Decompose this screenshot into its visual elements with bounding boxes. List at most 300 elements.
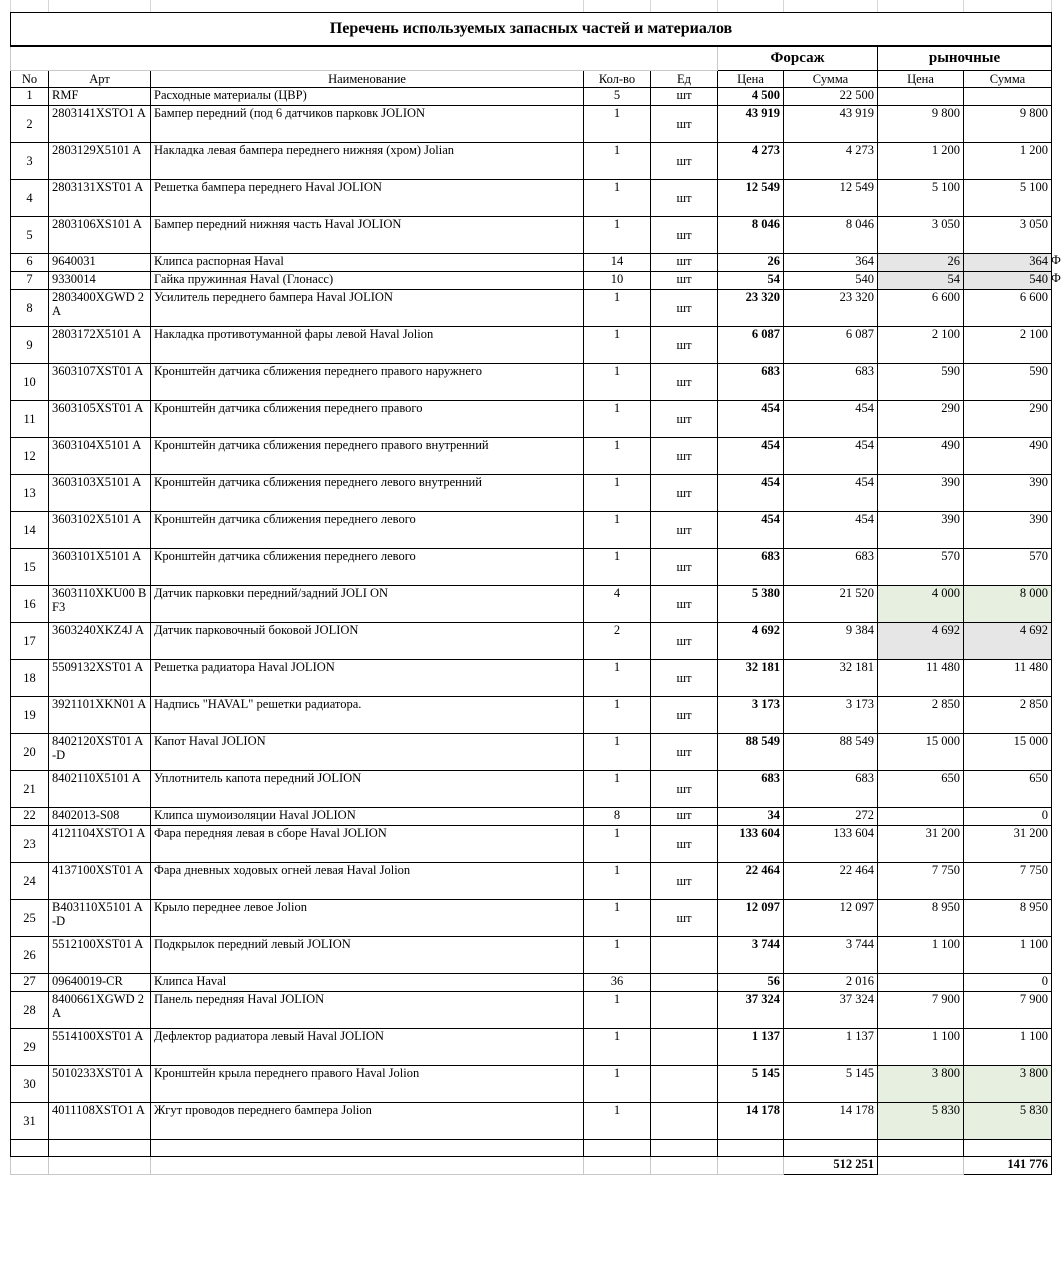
row-unit: шт bbox=[651, 88, 718, 106]
row-qty: 1 bbox=[584, 512, 651, 549]
row-market-sum: 1 100 bbox=[964, 937, 1052, 974]
row-unit: шт bbox=[651, 660, 718, 697]
table-row bbox=[11, 863, 1052, 900]
table-row bbox=[11, 623, 1052, 660]
row-market-sum: 590 bbox=[964, 364, 1052, 401]
row-forsazh-price: 32 181 bbox=[718, 660, 784, 697]
row-number: 13 bbox=[11, 475, 49, 512]
row-unit: шт bbox=[651, 586, 718, 623]
row-forsazh-price: 14 178 bbox=[718, 1103, 784, 1140]
row-forsazh-sum: 540 bbox=[784, 272, 878, 290]
row-art: 8402110X5101 A bbox=[49, 771, 151, 808]
row-market-sum: 490 bbox=[964, 438, 1052, 475]
row-market-sum: 2 100 bbox=[964, 327, 1052, 364]
row-qty: 1 bbox=[584, 180, 651, 217]
row-forsazh-sum: 454 bbox=[784, 512, 878, 549]
empty-cell bbox=[784, 1140, 878, 1157]
row-name: Уплотнитель капота передний JOLION bbox=[151, 771, 584, 808]
total-forsazh-sum: 512 251 bbox=[784, 1157, 878, 1175]
row-forsazh-price: 683 bbox=[718, 771, 784, 808]
row-number: 18 bbox=[11, 660, 49, 697]
row-market-price: 54 bbox=[878, 272, 964, 290]
row-art: 9330014 bbox=[49, 272, 151, 290]
row-art: 3603103X5101 A bbox=[49, 475, 151, 512]
row-market-sum: 9 800 bbox=[964, 106, 1052, 143]
row-market-price: 5 100 bbox=[878, 180, 964, 217]
row-unit: шт bbox=[651, 106, 718, 143]
row-market-price: 2 100 bbox=[878, 327, 964, 364]
row-name: Капот Haval JOLION bbox=[151, 734, 584, 771]
row-market-price: 7 900 bbox=[878, 992, 964, 1029]
row-market-price: 7 750 bbox=[878, 863, 964, 900]
row-name: Крыло переднее левое Jolion bbox=[151, 900, 584, 937]
row-number: 5 bbox=[11, 217, 49, 254]
row-market-sum bbox=[964, 88, 1052, 106]
row-market-sum: 7 900 bbox=[964, 992, 1052, 1029]
row-market-price bbox=[878, 808, 964, 826]
row-market-price: 1 200 bbox=[878, 143, 964, 180]
row-name: Кронштейн датчика сближения переднего правого bbox=[151, 401, 584, 438]
row-forsazh-sum: 21 520 bbox=[784, 586, 878, 623]
header-market-price: Цена bbox=[878, 71, 964, 88]
row-name: Накладка противотуманной фары левой Haval Jolion bbox=[151, 327, 584, 364]
header-no: No bbox=[11, 71, 49, 88]
row-market-sum: 5 100 bbox=[964, 180, 1052, 217]
row-market-price bbox=[878, 88, 964, 106]
row-market-price: 4 692 bbox=[878, 623, 964, 660]
row-market-sum: 1 200 bbox=[964, 143, 1052, 180]
row-market-sum: 11 480 bbox=[964, 660, 1052, 697]
row-forsazh-price: 8 046 bbox=[718, 217, 784, 254]
row-qty: 1 bbox=[584, 106, 651, 143]
row-unit: шт bbox=[651, 401, 718, 438]
table-row bbox=[11, 512, 1052, 549]
row-unit bbox=[651, 1103, 718, 1140]
empty-row bbox=[11, 1140, 1052, 1157]
row-unit: шт bbox=[651, 290, 718, 327]
header-qty: Кол-во bbox=[584, 71, 651, 88]
row-name: Кронштейн датчика сближения переднего правого наружнего bbox=[151, 364, 584, 401]
row-art: B403110X5101 A-D bbox=[49, 900, 151, 937]
row-art: 3603105XST01 A bbox=[49, 401, 151, 438]
table-row bbox=[11, 974, 1052, 992]
table-row bbox=[11, 88, 1052, 106]
row-forsazh-price: 54 bbox=[718, 272, 784, 290]
row-name: Кронштейн датчика сближения переднего левого bbox=[151, 512, 584, 549]
header-forsazh-sum: Сумма bbox=[784, 71, 878, 88]
row-qty: 1 bbox=[584, 1066, 651, 1103]
row-number: 11 bbox=[11, 401, 49, 438]
row-forsazh-sum: 683 bbox=[784, 549, 878, 586]
row-qty: 1 bbox=[584, 1103, 651, 1140]
row-forsazh-sum: 4 273 bbox=[784, 143, 878, 180]
clipped-cell-text: Ф bbox=[1051, 271, 1061, 285]
totals-blank-cell bbox=[11, 1157, 49, 1175]
row-forsazh-price: 683 bbox=[718, 364, 784, 401]
row-market-sum: 4 692 bbox=[964, 623, 1052, 660]
totals-blank-cell bbox=[718, 1157, 784, 1175]
row-name: Бампер передний (под 6 датчиков парковк JOLION bbox=[151, 106, 584, 143]
row-name: Клипса шумоизоляции Haval JOLION bbox=[151, 808, 584, 826]
row-forsazh-sum: 683 bbox=[784, 771, 878, 808]
row-market-price: 26 bbox=[878, 254, 964, 272]
row-market-sum: 31 200 bbox=[964, 826, 1052, 863]
row-market-sum: 6 600 bbox=[964, 290, 1052, 327]
table-row bbox=[11, 327, 1052, 364]
row-unit bbox=[651, 992, 718, 1029]
row-market-price: 6 600 bbox=[878, 290, 964, 327]
row-forsazh-price: 454 bbox=[718, 512, 784, 549]
empty-cell bbox=[151, 1140, 584, 1157]
row-art: 3603101X5101 A bbox=[49, 549, 151, 586]
row-unit: шт bbox=[651, 180, 718, 217]
row-forsazh-sum: 43 919 bbox=[784, 106, 878, 143]
row-market-price: 290 bbox=[878, 401, 964, 438]
table-row bbox=[11, 900, 1052, 937]
table-row bbox=[11, 734, 1052, 771]
table-title: Перечень используемых запасных частей и материалов bbox=[11, 13, 1052, 46]
row-number: 9 bbox=[11, 327, 49, 364]
row-art: 2803131XST01 A bbox=[49, 180, 151, 217]
row-name: Кронштейн датчика сближения переднего правого внутренний bbox=[151, 438, 584, 475]
row-unit: шт bbox=[651, 217, 718, 254]
row-number: 29 bbox=[11, 1029, 49, 1066]
row-qty: 36 bbox=[584, 974, 651, 992]
row-qty: 1 bbox=[584, 217, 651, 254]
row-name: Гайка пружинная Haval (Глонасс) bbox=[151, 272, 584, 290]
row-art: 8400661XGWD 2A bbox=[49, 992, 151, 1029]
row-forsazh-sum: 1 137 bbox=[784, 1029, 878, 1066]
row-name: Усилитель переднего бампера Haval JOLION bbox=[151, 290, 584, 327]
row-forsazh-price: 6 087 bbox=[718, 327, 784, 364]
header-unit: Ед bbox=[651, 71, 718, 88]
row-forsazh-sum: 133 604 bbox=[784, 826, 878, 863]
row-unit: шт bbox=[651, 771, 718, 808]
row-forsazh-price: 683 bbox=[718, 549, 784, 586]
row-number: 30 bbox=[11, 1066, 49, 1103]
row-art: 8402120XST01 A-D bbox=[49, 734, 151, 771]
row-number: 25 bbox=[11, 900, 49, 937]
row-forsazh-sum: 272 bbox=[784, 808, 878, 826]
row-name: Надпись "HAVAL" решетки радиатора. bbox=[151, 697, 584, 734]
row-art: 5509132XST01 A bbox=[49, 660, 151, 697]
row-forsazh-price: 12 549 bbox=[718, 180, 784, 217]
row-name: Кронштейн датчика сближения переднего левого внутренний bbox=[151, 475, 584, 512]
row-name: Кронштейн датчика сближения переднего левого bbox=[151, 549, 584, 586]
table-row bbox=[11, 771, 1052, 808]
row-art: 4121104XSTO1 A bbox=[49, 826, 151, 863]
row-name: Решетка радиатора Haval JOLION bbox=[151, 660, 584, 697]
row-forsazh-sum: 12 549 bbox=[784, 180, 878, 217]
row-forsazh-sum: 2 016 bbox=[784, 974, 878, 992]
row-number: 14 bbox=[11, 512, 49, 549]
table-row bbox=[11, 143, 1052, 180]
row-number: 8 bbox=[11, 290, 49, 327]
row-market-price: 570 bbox=[878, 549, 964, 586]
row-number: 26 bbox=[11, 937, 49, 974]
row-art: 2803129X5101 A bbox=[49, 143, 151, 180]
row-qty: 1 bbox=[584, 401, 651, 438]
row-forsazh-sum: 683 bbox=[784, 364, 878, 401]
row-qty: 1 bbox=[584, 863, 651, 900]
row-qty: 1 bbox=[584, 826, 651, 863]
row-name: Панель передняя Haval JOLION bbox=[151, 992, 584, 1029]
row-forsazh-sum: 454 bbox=[784, 401, 878, 438]
totals-blank-cell bbox=[49, 1157, 151, 1175]
row-market-price bbox=[878, 974, 964, 992]
row-qty: 1 bbox=[584, 549, 651, 586]
row-unit: шт bbox=[651, 475, 718, 512]
row-market-sum: 0 bbox=[964, 808, 1052, 826]
row-art: 3603110XKU00 BF3 bbox=[49, 586, 151, 623]
row-market-sum: 3 050 bbox=[964, 217, 1052, 254]
table-row bbox=[11, 826, 1052, 863]
row-market-price: 5 830 bbox=[878, 1103, 964, 1140]
row-forsazh-sum: 22 500 bbox=[784, 88, 878, 106]
row-art: 3603107XST01 A bbox=[49, 364, 151, 401]
row-qty: 1 bbox=[584, 900, 651, 937]
row-qty: 1 bbox=[584, 697, 651, 734]
row-name: Клипса Haval bbox=[151, 974, 584, 992]
row-market-sum: 0 bbox=[964, 974, 1052, 992]
table-row bbox=[11, 401, 1052, 438]
row-number: 2 bbox=[11, 106, 49, 143]
row-art: 2803141XSTO1 A bbox=[49, 106, 151, 143]
row-forsazh-sum: 8 046 bbox=[784, 217, 878, 254]
row-forsazh-sum: 23 320 bbox=[784, 290, 878, 327]
row-name: Жгут проводов переднего бампера Jolion bbox=[151, 1103, 584, 1140]
row-forsazh-price: 133 604 bbox=[718, 826, 784, 863]
row-market-sum: 8 950 bbox=[964, 900, 1052, 937]
row-number: 15 bbox=[11, 549, 49, 586]
row-forsazh-sum: 5 145 bbox=[784, 1066, 878, 1103]
row-qty: 1 bbox=[584, 143, 651, 180]
row-unit: шт bbox=[651, 549, 718, 586]
top-gridlines bbox=[0, 0, 1063, 12]
row-forsazh-price: 5 380 bbox=[718, 586, 784, 623]
row-unit: шт bbox=[651, 143, 718, 180]
group-market: рыночные bbox=[878, 46, 1052, 71]
row-number: 27 bbox=[11, 974, 49, 992]
row-name: Кронштейн крыла переднего правого Haval Jolion bbox=[151, 1066, 584, 1103]
row-forsazh-sum: 3 173 bbox=[784, 697, 878, 734]
row-market-sum: 2 850 bbox=[964, 697, 1052, 734]
empty-cell bbox=[651, 1140, 718, 1157]
row-unit: шт bbox=[651, 697, 718, 734]
table-row bbox=[11, 180, 1052, 217]
row-market-price: 11 480 bbox=[878, 660, 964, 697]
row-unit bbox=[651, 1029, 718, 1066]
row-name: Дефлектор радиатора левый Haval JOLION bbox=[151, 1029, 584, 1066]
header-forsazh-price: Цена bbox=[718, 71, 784, 88]
empty-cell bbox=[964, 1140, 1052, 1157]
row-market-sum: 5 830 bbox=[964, 1103, 1052, 1140]
header-art: Арт bbox=[49, 71, 151, 88]
row-market-sum: 290 bbox=[964, 401, 1052, 438]
row-number: 16 bbox=[11, 586, 49, 623]
row-forsazh-price: 454 bbox=[718, 401, 784, 438]
row-forsazh-sum: 88 549 bbox=[784, 734, 878, 771]
row-unit: шт bbox=[651, 512, 718, 549]
row-forsazh-sum: 6 087 bbox=[784, 327, 878, 364]
row-qty: 1 bbox=[584, 937, 651, 974]
row-name: Расходные материалы (ЦВР) bbox=[151, 88, 584, 106]
row-art: 3921101XKN01 A bbox=[49, 697, 151, 734]
empty-cell bbox=[11, 1140, 49, 1157]
row-qty: 4 bbox=[584, 586, 651, 623]
row-unit: шт bbox=[651, 734, 718, 771]
row-qty: 10 bbox=[584, 272, 651, 290]
row-qty: 8 bbox=[584, 808, 651, 826]
row-forsazh-sum: 3 744 bbox=[784, 937, 878, 974]
table-row bbox=[11, 697, 1052, 734]
row-market-sum: 15 000 bbox=[964, 734, 1052, 771]
row-number: 28 bbox=[11, 992, 49, 1029]
row-art: 9640031 bbox=[49, 254, 151, 272]
row-qty: 1 bbox=[584, 734, 651, 771]
table-row bbox=[11, 660, 1052, 697]
row-qty: 1 bbox=[584, 364, 651, 401]
parts-table bbox=[10, 12, 1052, 1175]
table-row bbox=[11, 364, 1052, 401]
row-forsazh-sum: 14 178 bbox=[784, 1103, 878, 1140]
row-qty: 1 bbox=[584, 992, 651, 1029]
table-row bbox=[11, 438, 1052, 475]
table-row bbox=[11, 992, 1052, 1029]
empty-cell bbox=[718, 1140, 784, 1157]
empty-cell bbox=[878, 1140, 964, 1157]
row-number: 19 bbox=[11, 697, 49, 734]
row-unit: шт bbox=[651, 254, 718, 272]
row-market-sum: 540 bbox=[964, 272, 1052, 290]
row-unit: шт bbox=[651, 438, 718, 475]
row-qty: 5 bbox=[584, 88, 651, 106]
row-forsazh-price: 88 549 bbox=[718, 734, 784, 771]
row-market-sum: 650 bbox=[964, 771, 1052, 808]
row-qty: 1 bbox=[584, 1029, 651, 1066]
row-number: 7 bbox=[11, 272, 49, 290]
row-unit: шт bbox=[651, 900, 718, 937]
row-art: 4011108XSTO1 A bbox=[49, 1103, 151, 1140]
row-forsazh-price: 3 744 bbox=[718, 937, 784, 974]
row-forsazh-price: 12 097 bbox=[718, 900, 784, 937]
row-market-price: 15 000 bbox=[878, 734, 964, 771]
row-name: Подкрылок передний левый JOLION bbox=[151, 937, 584, 974]
total-market-sum: 141 776 bbox=[964, 1157, 1052, 1175]
row-number: 12 bbox=[11, 438, 49, 475]
row-art: 3603240XKZ4J A bbox=[49, 623, 151, 660]
row-number: 21 bbox=[11, 771, 49, 808]
row-qty: 14 bbox=[584, 254, 651, 272]
row-art: 3603104X5101 A bbox=[49, 438, 151, 475]
row-market-price: 1 100 bbox=[878, 1029, 964, 1066]
row-number: 1 bbox=[11, 88, 49, 106]
table-row bbox=[11, 1103, 1052, 1140]
blank-header-cell bbox=[11, 46, 718, 71]
row-name: Клипса распорная Haval bbox=[151, 254, 584, 272]
row-forsazh-price: 22 464 bbox=[718, 863, 784, 900]
row-unit: шт bbox=[651, 272, 718, 290]
row-market-price: 31 200 bbox=[878, 826, 964, 863]
row-number: 10 bbox=[11, 364, 49, 401]
row-qty: 1 bbox=[584, 771, 651, 808]
row-qty: 1 bbox=[584, 327, 651, 364]
row-number: 17 bbox=[11, 623, 49, 660]
table-row bbox=[11, 549, 1052, 586]
row-art: 3603102X5101 A bbox=[49, 512, 151, 549]
table-row bbox=[11, 1029, 1052, 1066]
row-market-sum: 7 750 bbox=[964, 863, 1052, 900]
row-art: 5514100XST01 A bbox=[49, 1029, 151, 1066]
row-number: 20 bbox=[11, 734, 49, 771]
row-unit: шт bbox=[651, 808, 718, 826]
row-forsazh-price: 26 bbox=[718, 254, 784, 272]
row-art: 2803400XGWD 2A bbox=[49, 290, 151, 327]
row-market-price: 9 800 bbox=[878, 106, 964, 143]
row-qty: 1 bbox=[584, 475, 651, 512]
row-name: Бампер передний нижняя часть Haval JOLION bbox=[151, 217, 584, 254]
row-number: 22 bbox=[11, 808, 49, 826]
row-forsazh-price: 3 173 bbox=[718, 697, 784, 734]
row-unit: шт bbox=[651, 863, 718, 900]
row-market-sum: 570 bbox=[964, 549, 1052, 586]
row-forsazh-price: 4 692 bbox=[718, 623, 784, 660]
row-market-price: 3 800 bbox=[878, 1066, 964, 1103]
row-market-price: 4 000 bbox=[878, 586, 964, 623]
row-name: Накладка левая бампера переднего нижняя (хром) Jolian bbox=[151, 143, 584, 180]
table-row bbox=[11, 272, 1052, 290]
row-art: RMF bbox=[49, 88, 151, 106]
row-forsazh-sum: 12 097 bbox=[784, 900, 878, 937]
row-market-price: 1 100 bbox=[878, 937, 964, 974]
row-name: Решетка бампера переднего Haval JOLION bbox=[151, 180, 584, 217]
totals-blank-cell bbox=[151, 1157, 584, 1175]
row-qty: 1 bbox=[584, 438, 651, 475]
table-row bbox=[11, 106, 1052, 143]
totals-blank-cell bbox=[878, 1157, 964, 1175]
row-forsazh-price: 34 bbox=[718, 808, 784, 826]
row-market-sum: 390 bbox=[964, 512, 1052, 549]
totals-blank-cell bbox=[651, 1157, 718, 1175]
row-unit bbox=[651, 1066, 718, 1103]
row-number: 31 bbox=[11, 1103, 49, 1140]
row-number: 6 bbox=[11, 254, 49, 272]
row-name: Фара дневных ходовых огней левая Haval Jolion bbox=[151, 863, 584, 900]
row-market-price: 2 850 bbox=[878, 697, 964, 734]
row-name: Датчик парковочный боковой JOLION bbox=[151, 623, 584, 660]
row-market-price: 390 bbox=[878, 512, 964, 549]
row-unit: шт bbox=[651, 364, 718, 401]
row-forsazh-sum: 364 bbox=[784, 254, 878, 272]
row-forsazh-sum: 9 384 bbox=[784, 623, 878, 660]
row-market-price: 650 bbox=[878, 771, 964, 808]
table-row bbox=[11, 217, 1052, 254]
row-forsazh-price: 37 324 bbox=[718, 992, 784, 1029]
group-forsazh: Форсаж bbox=[718, 46, 878, 71]
table-row bbox=[11, 808, 1052, 826]
row-art: 4137100XST01 A bbox=[49, 863, 151, 900]
row-forsazh-price: 43 919 bbox=[718, 106, 784, 143]
row-forsazh-price: 4 273 bbox=[718, 143, 784, 180]
row-market-price: 390 bbox=[878, 475, 964, 512]
table-row bbox=[11, 475, 1052, 512]
row-unit: шт bbox=[651, 623, 718, 660]
row-number: 3 bbox=[11, 143, 49, 180]
row-market-price: 490 bbox=[878, 438, 964, 475]
row-name: Фара передняя левая в сборе Haval JOLION bbox=[151, 826, 584, 863]
row-market-sum: 1 100 bbox=[964, 1029, 1052, 1066]
row-unit bbox=[651, 937, 718, 974]
